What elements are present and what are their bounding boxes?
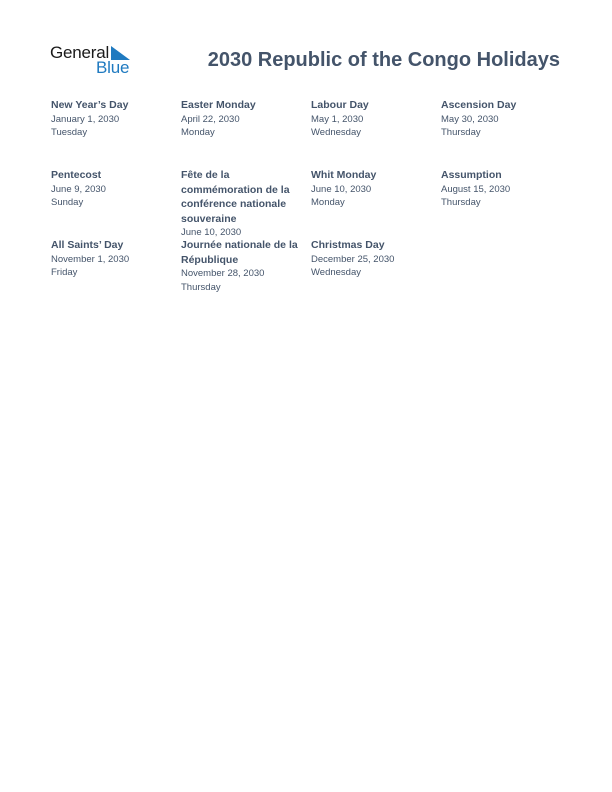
holiday-name: Whit Monday	[311, 169, 377, 181]
holiday-date: June 10, 2030	[181, 227, 242, 238]
holiday-date: April 22, 2030	[181, 113, 240, 125]
holiday-item	[441, 98, 563, 140]
holiday-name: Fête de la commémoration de la conférence nationale souveraine	[181, 169, 290, 225]
holiday-date: November 1, 2030	[51, 253, 130, 265]
holiday-weekday: Wednesday	[311, 127, 361, 138]
holiday-weekday: Monday	[311, 197, 345, 208]
holiday-item	[51, 168, 173, 210]
holiday-date: May 30, 2030	[441, 113, 499, 125]
holiday-weekday: Tuesday	[51, 127, 88, 138]
holiday-item	[311, 98, 433, 140]
holiday-item	[181, 98, 303, 140]
holiday-weekday: Wednesday	[311, 267, 361, 278]
holiday-weekday: Thursday	[181, 281, 221, 293]
holiday-date: January 1, 2030	[51, 113, 120, 125]
holiday-name: Journée nationale de la République	[181, 239, 298, 266]
holiday-weekday: Thursday	[441, 197, 481, 208]
holiday-date: June 10, 2030	[311, 183, 372, 195]
page-title: 2030 Republic of the Congo Holidays	[207, 49, 560, 71]
holiday-name: Assumption	[441, 169, 502, 181]
holiday-weekday: Friday	[51, 267, 78, 278]
holiday-date: December 25, 2030	[311, 253, 395, 265]
holiday-item	[51, 238, 173, 280]
holiday-item	[441, 168, 563, 210]
holiday-name: Ascension Day	[441, 99, 517, 111]
holiday-date: May 1, 2030	[311, 113, 364, 125]
holiday-name: Labour Day	[311, 99, 369, 111]
holiday-name: Easter Monday	[181, 99, 256, 111]
holiday-date: June 9, 2030	[51, 183, 106, 195]
holiday-item	[51, 98, 173, 140]
holiday-item	[181, 168, 299, 240]
holiday-item	[181, 238, 301, 294]
logo-word-blue: Blue	[96, 58, 130, 77]
holiday-weekday: Monday	[181, 127, 215, 138]
holiday-name: All Saints’ Day	[51, 239, 124, 251]
holiday-item	[311, 238, 433, 280]
holiday-name: Pentecost	[51, 169, 102, 181]
general-blue-logo	[50, 44, 134, 78]
holiday-item	[311, 168, 433, 210]
holiday-date: November 28, 2030	[181, 268, 265, 279]
holiday-date: August 15, 2030	[441, 183, 511, 195]
holiday-weekday: Sunday	[51, 197, 84, 208]
holiday-name: Christmas Day	[311, 239, 385, 251]
logo-word-general: General	[50, 43, 110, 62]
holiday-name: New Year’s Day	[51, 99, 129, 111]
holiday-weekday: Thursday	[441, 127, 481, 138]
